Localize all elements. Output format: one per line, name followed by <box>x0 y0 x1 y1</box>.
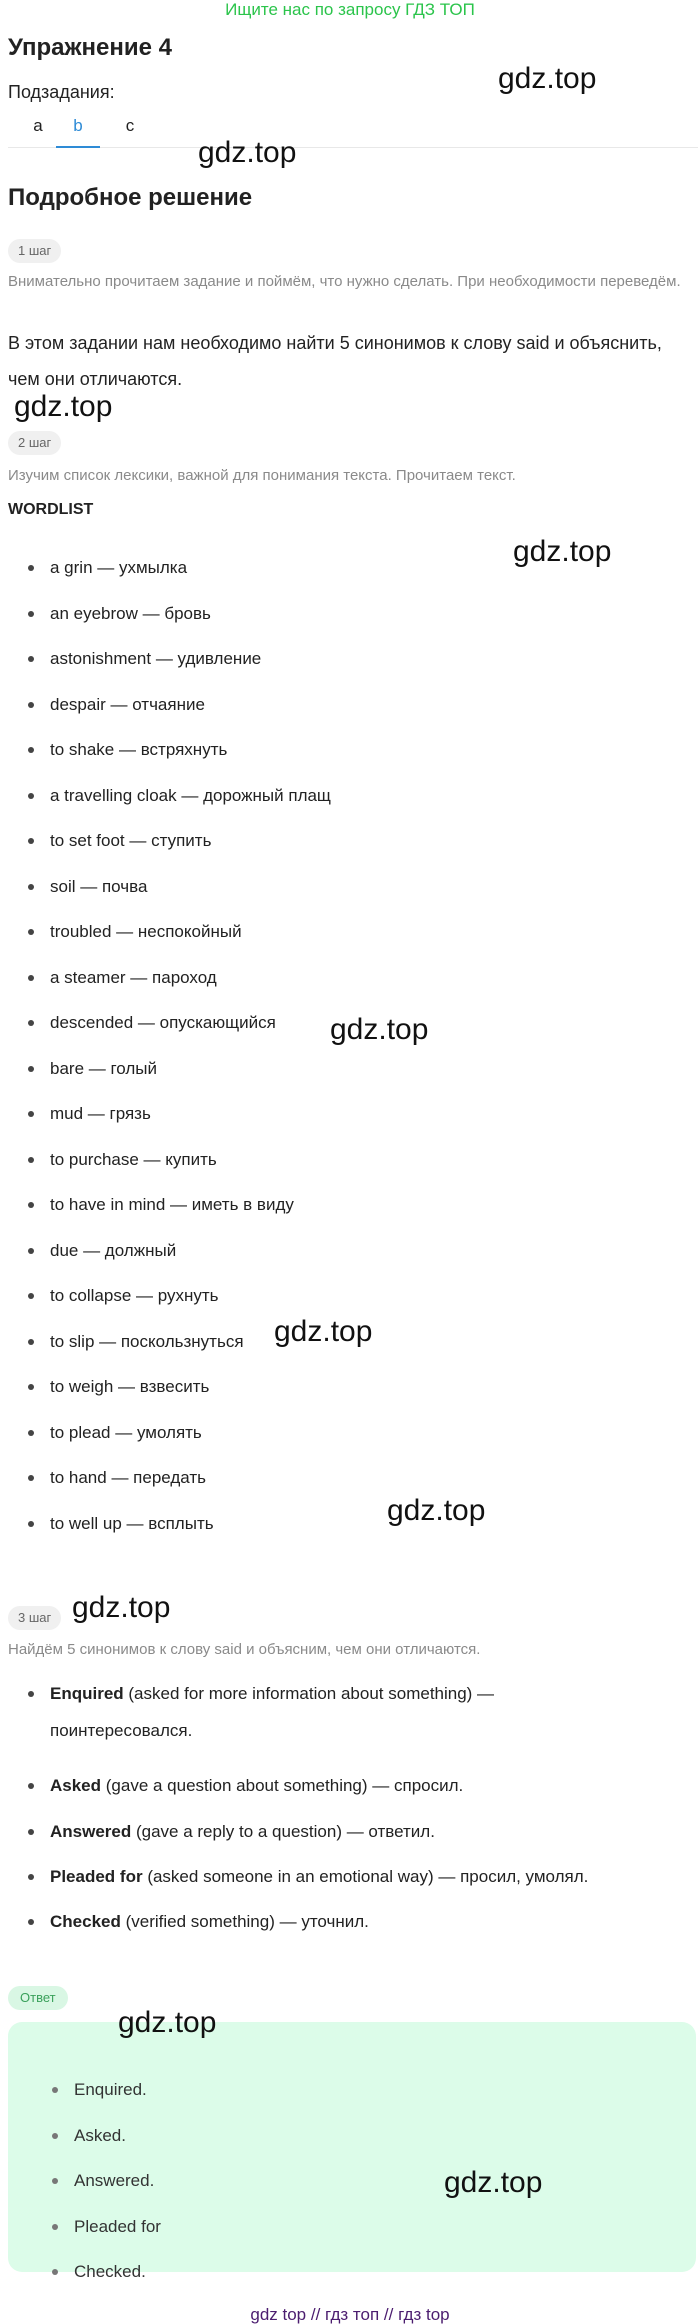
synonym-item <box>50 1682 494 1706</box>
step-1-text: В этом задании нам необходимо найти 5 синонимов к слову said и объяснить, чем они отличаются. <box>8 333 662 389</box>
bullet-icon <box>28 1111 34 1117</box>
wordlist-item: to set foot — ступить <box>50 831 212 850</box>
synonym-explanation: (asked someone in an emotional way) — просил, умолял. <box>142 1867 589 1886</box>
synonym-explanation: (gave a reply to a question) — ответил. <box>131 1822 435 1841</box>
bullet-icon <box>28 1783 34 1789</box>
bullet-icon <box>52 2178 58 2184</box>
bullet-icon <box>28 611 34 617</box>
synonym-word: Checked <box>50 1912 121 1931</box>
bullet-icon <box>28 1066 34 1072</box>
watermark: gdz.top <box>274 1315 373 1348</box>
bullet-icon <box>28 1475 34 1481</box>
answer-badge: Ответ <box>8 1986 68 2010</box>
tab-b[interactable]: b <box>56 116 100 148</box>
wordlist-item: to collapse — рухнуть <box>50 1286 219 1305</box>
solution-heading: Подробное решение <box>8 184 253 211</box>
wordlist-item: to have in mind — иметь в виду <box>50 1195 294 1214</box>
answer-item: Answered. <box>74 2171 155 2190</box>
tab-a[interactable]: a <box>33 116 43 135</box>
wordlist-item: to shake — встряхнуть <box>50 740 228 759</box>
watermark: gdz.top <box>498 62 597 95</box>
synonym-translation: поинтересовался. <box>50 1721 193 1740</box>
bullet-icon <box>28 1691 34 1697</box>
synonym-item <box>50 1820 435 1844</box>
wordlist-title: WORDLIST <box>8 501 94 518</box>
step-1-badge: 1 шаг <box>8 239 61 263</box>
wordlist-item: to weigh — взвесить <box>50 1377 210 1396</box>
bullet-icon <box>52 2087 58 2093</box>
wordlist-item: despair — отчаяние <box>50 694 205 714</box>
footer-link-2[interactable]: гдз топ <box>325 2305 380 2324</box>
synonym-item <box>50 1865 588 1889</box>
bullet-icon <box>28 793 34 799</box>
bullet-icon <box>28 1829 34 1835</box>
footer-separator: // <box>310 2305 321 2324</box>
watermark: gdz.top <box>513 535 612 568</box>
bullet-icon <box>28 1521 34 1527</box>
synonym-word: Enquired <box>50 1684 124 1703</box>
wordlist-item: troubled — неспокойный <box>50 922 242 941</box>
bullet-icon <box>28 1430 34 1436</box>
synonym-explanation: (verified something) — уточнил. <box>120 1912 369 1931</box>
bullet-icon <box>28 1248 34 1254</box>
answer-item: Checked. <box>74 2262 146 2281</box>
footer-link-1[interactable]: gdz top <box>250 2305 307 2324</box>
synonym-word: Asked <box>50 1776 102 1795</box>
synonym-explanation: (asked for more information about something) — <box>123 1684 495 1703</box>
wordlist-item: to hand — передать <box>50 1468 207 1487</box>
wordlist-item: bare — голый <box>50 1058 158 1078</box>
bullet-icon <box>28 975 34 981</box>
bullet-icon <box>52 2224 58 2230</box>
step-1-hint: Внимательно прочитаем задание и поймём, что нужно сделать. При необходимости переведём. <box>8 273 681 290</box>
watermark: gdz.top <box>444 2166 543 2199</box>
wordlist-item: soil — почва <box>50 876 148 896</box>
bullet-icon <box>28 1020 34 1026</box>
page-title: Упражнение 4 <box>8 34 172 61</box>
wordlist-item: a steamer — пароход <box>50 967 217 987</box>
wordlist-item: a travelling cloak — дорожный плащ <box>50 785 331 805</box>
subtasks-label: Подзадания: <box>8 82 115 102</box>
wordlist-item: an eyebrow — бровь <box>50 603 211 623</box>
bullet-icon <box>28 1293 34 1299</box>
synonym-item <box>50 1910 369 1934</box>
wordlist-item: a grin — ухмылка <box>50 558 188 577</box>
bullet-icon <box>28 1157 34 1163</box>
bullet-icon <box>28 838 34 844</box>
watermark: gdz.top <box>198 136 297 169</box>
wordlist-item: to plead — умолять <box>50 1422 202 1442</box>
answer-item: Asked. <box>74 2125 126 2145</box>
footer-links <box>0 2306 700 2324</box>
watermark: gdz.top <box>14 390 113 423</box>
bullet-icon <box>28 702 34 708</box>
synonym-explanation: (gave a question about something) — спросил. <box>101 1776 464 1795</box>
wordlist-item: descended — опускающийся <box>50 1013 276 1032</box>
search-banner: Ищите нас по запросу ГДЗ ТОП <box>225 0 475 19</box>
watermark: gdz.top <box>118 2006 217 2039</box>
bullet-icon <box>28 884 34 890</box>
answer-item: Pleaded for <box>74 2216 161 2236</box>
wordlist-item: to slip — поскользнуться <box>50 1331 244 1351</box>
synonym-item <box>50 1774 463 1798</box>
bullet-icon <box>28 565 34 571</box>
subtask-tabs <box>8 112 698 148</box>
bullet-icon <box>28 1919 34 1925</box>
bullet-icon <box>28 656 34 662</box>
synonym-word: Answered <box>50 1822 132 1841</box>
wordlist-item: to well up — всплыть <box>50 1513 214 1533</box>
step-2-hint: Изучим список лексики, важной для понимания текста. Прочитаем текст. <box>8 467 516 484</box>
synonym-word: Pleaded for <box>50 1867 143 1886</box>
bullet-icon <box>52 2269 58 2275</box>
wordlist-item: astonishment — удивление <box>50 649 262 668</box>
bullet-icon <box>28 747 34 753</box>
wordlist-item: to purchase — купить <box>50 1149 217 1169</box>
step-3-hint: Найдём 5 синонимов к слову said и объясним, чем они отличаются. <box>8 1641 481 1658</box>
step-3-badge: 3 шаг <box>8 1606 61 1630</box>
step-2-badge: 2 шаг <box>8 431 61 455</box>
bullet-icon <box>28 1874 34 1880</box>
wordlist-item: due — должный <box>50 1240 177 1260</box>
wordlist-item: mud — грязь <box>50 1104 151 1123</box>
answer-item: Enquired. <box>74 2080 147 2099</box>
footer-link-3[interactable]: гдз top <box>398 2305 450 2324</box>
bullet-icon <box>28 1202 34 1208</box>
bullet-icon <box>52 2133 58 2139</box>
tab-c[interactable]: c <box>125 116 135 135</box>
bullet-icon <box>28 929 34 935</box>
footer-separator: // <box>383 2305 394 2324</box>
watermark: gdz.top <box>387 1494 486 1527</box>
watermark: gdz.top <box>72 1591 171 1624</box>
bullet-icon <box>28 1384 34 1390</box>
bullet-icon <box>28 1339 34 1345</box>
watermark: gdz.top <box>330 1013 429 1046</box>
